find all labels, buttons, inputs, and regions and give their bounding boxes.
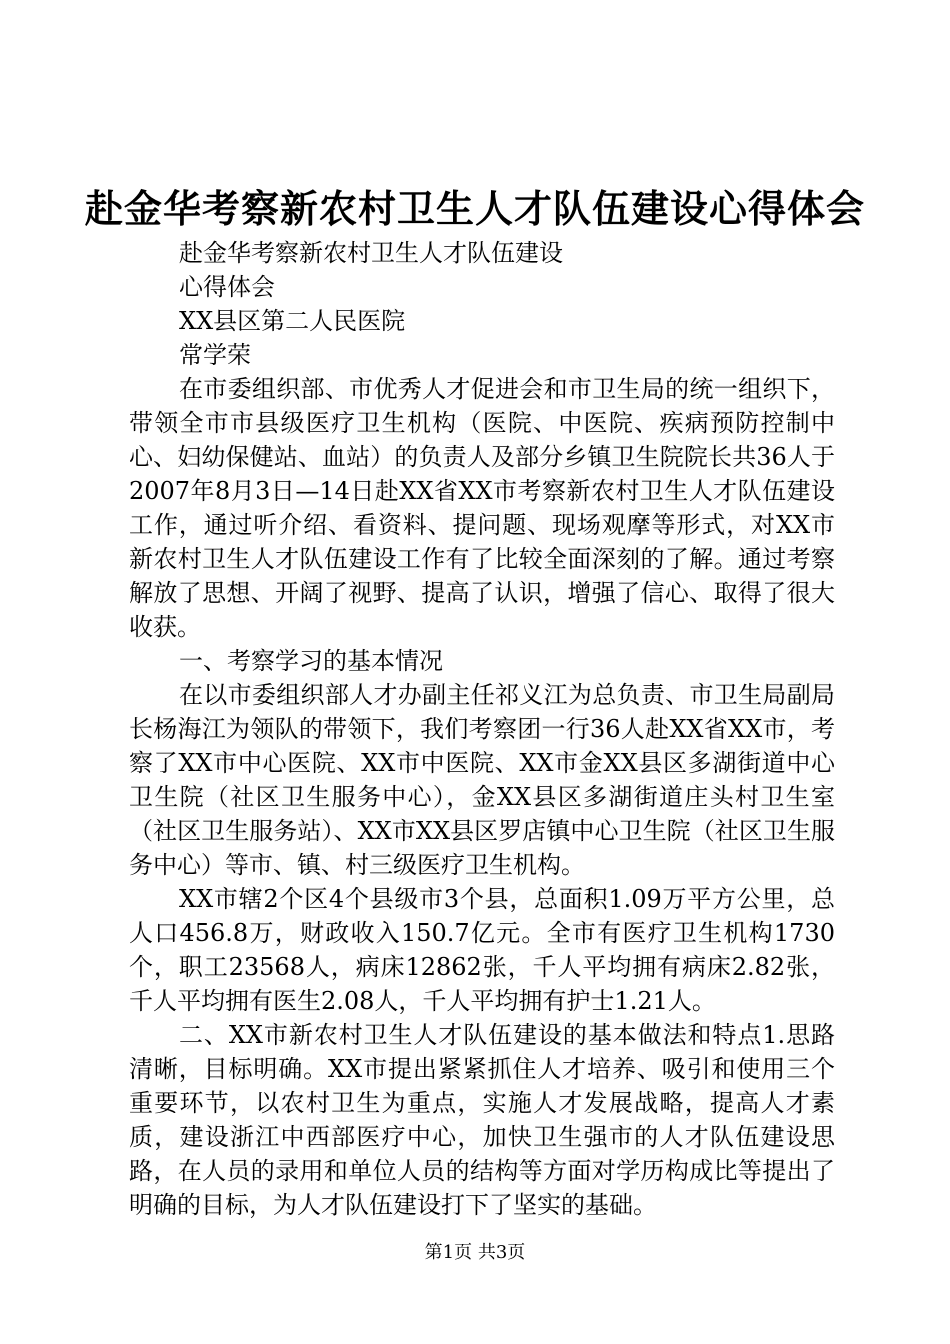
- organization-name: XX县区第二人民医院: [179, 307, 406, 335]
- paragraph-statistics: XX市辖2个区4个县级市3个县，总面积1.09万平方公里，总人口456.8万，财政收入150.7亿元。全市有医疗卫生机构1730个，职工23568人，病床12862张，千人平均拥有病床2.82张，千人平均拥有医生2.08人，千人平均拥有护士1.21人。: [129, 885, 835, 1015]
- paragraph-section-2: 二、XX市新农村卫生人才队伍建设的基本做法和特点1.思路清晰，目标明确。XX市提出紧紧抓住人才培养、吸引和使用三个重要环节，以农村卫生为重点，实施人才发展战略，提高人才素质，建设浙江中西部医疗中心，加快卫生强市的人才队伍建设思路，在人员的录用和单位人员的结构等方面对学历构成比等提出了明确的目标，为人才队伍建设打下了坚实的基础。: [129, 1021, 835, 1219]
- author-name: 常学荣: [179, 341, 251, 369]
- paragraph-itinerary: 在以市委组织部人才办副主任祁义江为总负责、市卫生局副局长杨海江为领队的带领下，我们考察团一行36人赴XX省XX市，考察了XX市中心医院、XX市中医院、XX市金XX县区多湖街道中心卫生院（社区卫生服务中心），金XX县区多湖街道庄头村卫生室（社区卫生服务站）、XX市XX县区罗店镇中心卫生院（社区卫生服务中心）等市、镇、村三级医疗卫生机构。: [129, 681, 835, 879]
- document-body: [129, 236, 835, 1222]
- document-title: 赴金华考察新农村卫生人才队伍建设心得体会: [84, 186, 865, 231]
- page-number-footer: 第1页 共3页: [424, 1242, 526, 1263]
- paragraph-intro: 在市委组织部、市优秀人才促进会和市卫生局的统一组织下，带领全市市县级医疗卫生机构（医院、中医院、疾病预防控制中心、妇幼保健站、血站）的负责人及部分乡镇卫生院院长共36人于2007年8月3日—14日赴XX省XX市考察新农村卫生人才队伍建设工作，通过听介绍、看资料、提问题、现场观摩等形式，对XX市新农村卫生人才队伍建设工作有了比较全面深刻的了解。通过考察解放了思想、开阔了视野、提高了认识，增强了信心、取得了很大收获。: [129, 375, 835, 641]
- subtitle-line-1: 赴金华考察新农村卫生人才队伍建设: [179, 239, 563, 267]
- subtitle-line-2: 心得体会: [179, 273, 275, 301]
- section-heading-1: 一、考察学习的基本情况: [179, 647, 443, 675]
